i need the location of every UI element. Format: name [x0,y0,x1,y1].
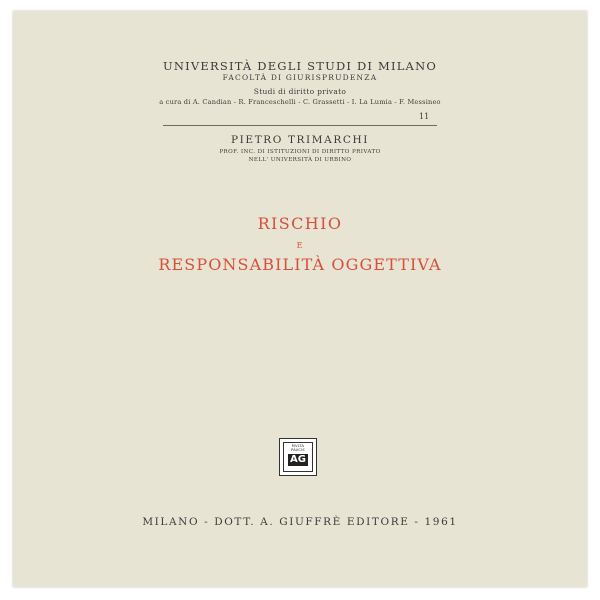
publisher-imprint: MILANO - DOTT. A. GIUFFRÈ EDITORE - 1961 [142,516,458,528]
title-page [13,11,587,587]
logo-motto-top: MVLTA [291,444,305,448]
divider [163,125,437,126]
book-title-conjunction: E [296,241,304,250]
logo-motto-bottom: PAVCIS [291,447,305,452]
book-title-line1: RISCHIO [257,214,343,233]
book-title-line2: RESPONSABILITÀ OGGETTIVA [158,255,442,274]
university-name: UNIVERSITÀ DEGLI STUDI DI MILANO [163,59,437,73]
series-number: 11 [419,112,430,121]
author-name: PIETRO TRIMARCHI [231,134,369,146]
faculty-name: FACOLTÀ DI GIURISPRUDENZA [222,73,378,82]
series-title: Studi di diritto privato [253,87,347,96]
series-editors: a cura di A. Candian - R. Franceschelli - C. Grassetti - I. La Lumia - F. Messineo [159,98,441,106]
author-affiliation-line1: PROF. INC. DI ISTITUZIONI DI DIRITTO PRIVATO [219,149,381,155]
author-affiliation-line2: NELL' UNIVERSITÀ DI URBINO [248,157,352,163]
logo-monogram: AG [290,454,306,466]
publisher-logo [279,438,317,476]
publisher-logo-frame [283,442,313,472]
